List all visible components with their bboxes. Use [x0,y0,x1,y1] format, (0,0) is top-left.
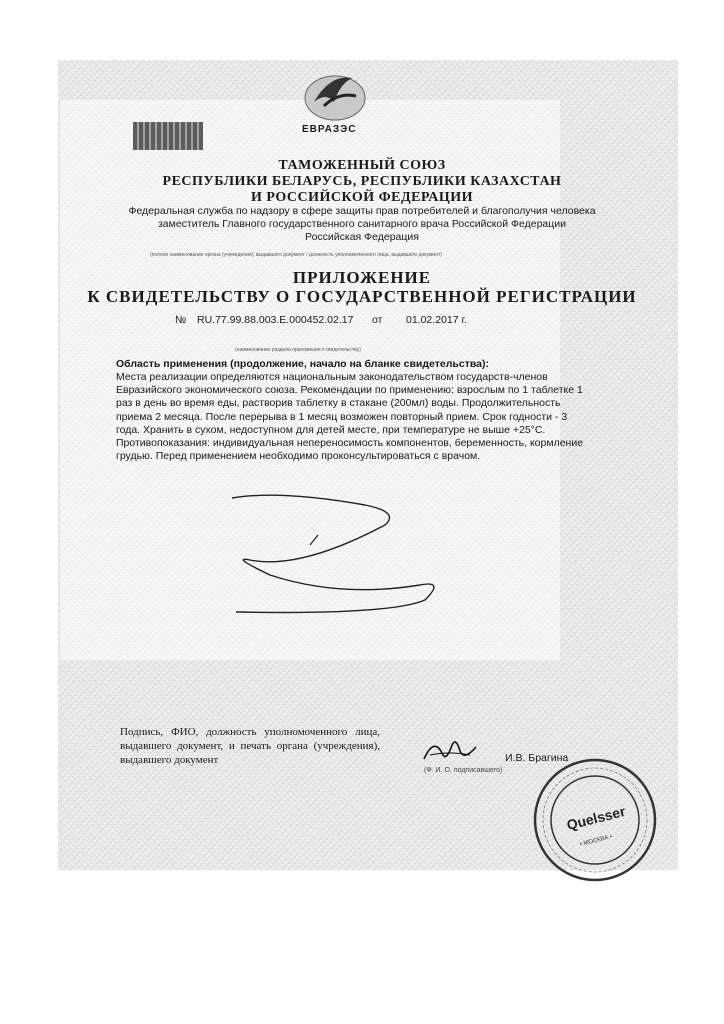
stamp-city: • МОСКВА • [579,834,613,848]
logo-text: ЕВРАЗЭС [302,124,357,135]
evrazes-logo-icon [300,62,370,126]
section-caption: (наименование раздела приложения к свидетельству) [235,347,361,353]
authority-line: Российская Федерация [305,231,419,243]
signer-name: И.В. Брагина [505,752,569,764]
union-line: И РОССИЙСКОЙ ФЕДЕРАЦИИ [251,190,473,205]
signer-caption: (Ф. И. О. подписавшего) [424,767,503,774]
authority-caption: (полное наименование органа (учреждения), выдавшего документ / должность уполномоченного лица, выдавшего документ) [150,252,442,258]
issuing-authority [0,205,724,244]
document-title [0,268,724,306]
authority-line: заместитель Главного государственного санитарного врача Российской Федерации [157,218,567,230]
date-label: от [372,314,383,326]
number-label: № [175,314,187,326]
section-title: Область применения (продолжение, начало на бланке свидетельства): [116,358,489,370]
title-line-1: ПРИЛОЖЕНИЕ [292,268,432,287]
union-line: ТАМОЖЕННЫЙ СОЮЗ [278,158,446,173]
form-series-mark [133,122,203,150]
registration-date: 01.02.2017 г. [406,314,467,326]
union-line: РЕСПУБЛИКИ БЕЛАРУСЬ, РЕСПУБЛИКИ КАЗАХСТАН [162,174,562,189]
signature-label: Подпись, ФИО, должность уполномоченного лица, выдавшего документ, и печать органа (учреждения), выдавшего документ [120,726,380,766]
union-heading [0,158,724,206]
section-text: Места реализации определяются национальным законодательством государств-членов Евразийского экономического союза. Рекомендации по применению: взрослым по 1 таблетке 1 раз в день во время еды, растворив таблетку в стакане (200мл) воды. Продолжительность приема 2 месяца. После перерыва в 1 месяц возможен повторный прием. Срок годности - 3 года. Хранить в сухом, недоступном для детей месте, при температуре не выше +25°С. Противопоказания: индивидуальная непереносимость компонентов, беременность, кормление грудью. Перед применением необходимо проконсультироваться с врачом. [116,371,584,463]
stamp-company-name: Quelsser [564,802,628,834]
title-line-2: К СВИДЕТЕЛЬСТВУ О ГОСУДАРСТВЕННОЙ РЕГИСТРАЦИИ [87,287,637,306]
handwritten-signature-icon [420,733,480,769]
authority-line: Федеральная служба по надзору в сфере защиты прав потребителей и благополучия человека [128,205,596,217]
registration-number: RU.77.99.88.003.E.000452.02.17 [197,314,354,326]
